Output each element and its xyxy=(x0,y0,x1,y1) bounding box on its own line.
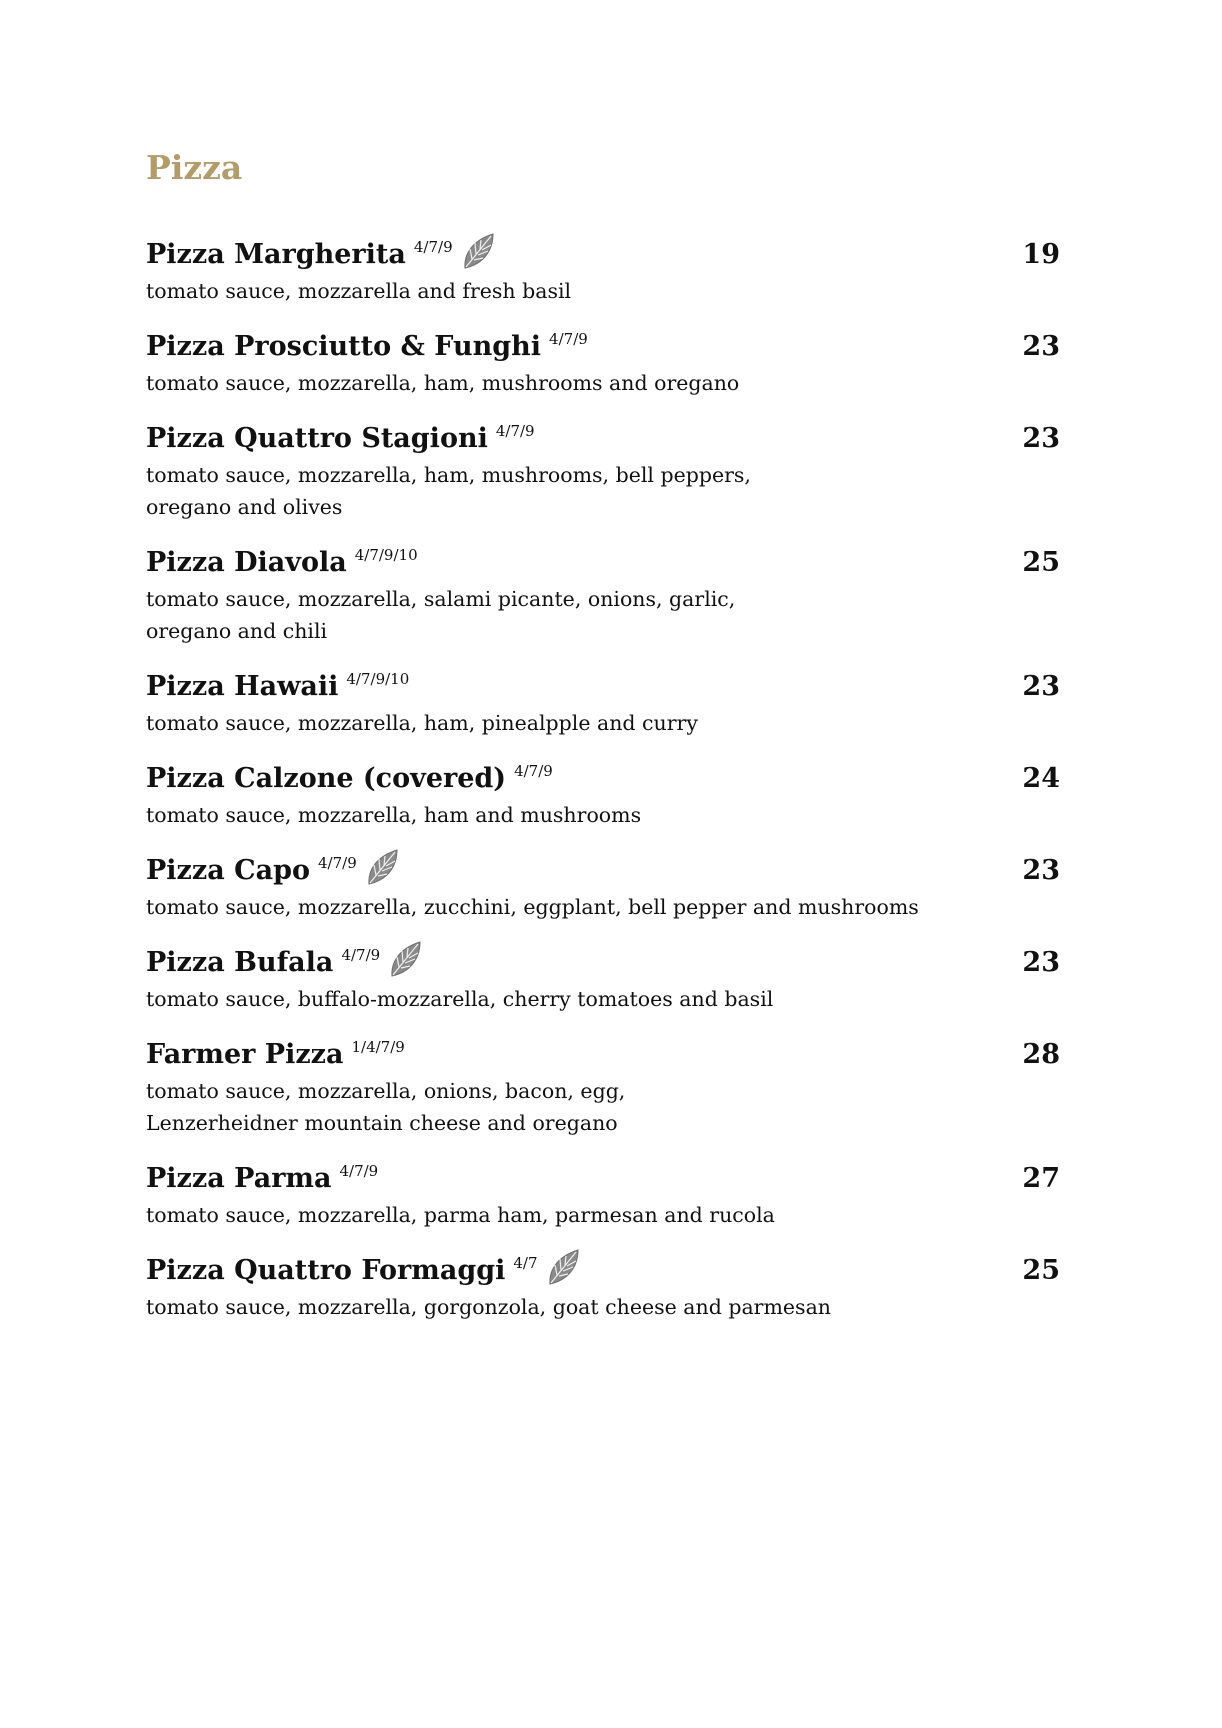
menu-item-description xyxy=(146,1075,1060,1139)
menu-item-name: Pizza Diavola xyxy=(146,547,347,578)
menu-item-name: Pizza Parma xyxy=(146,1163,332,1194)
menu-item-name: Pizza Calzone (covered) xyxy=(146,763,507,794)
menu-item-description xyxy=(146,983,1060,1015)
vegetarian-leaf-icon xyxy=(461,231,497,271)
menu-item-description xyxy=(146,891,1060,923)
menu-item-header xyxy=(146,667,1060,707)
menu-item-price: 23 xyxy=(1022,331,1060,362)
menu-item-allergens: 4/7/9 xyxy=(339,1162,379,1180)
menu-item-description xyxy=(146,275,1060,307)
menu-item-price: 23 xyxy=(1022,947,1060,978)
menu-item-price: 23 xyxy=(1022,855,1060,886)
vegetarian-leaf-icon xyxy=(388,939,424,979)
menu-item-description xyxy=(146,1199,1060,1231)
menu-item-header xyxy=(146,759,1060,799)
menu-item-allergens: 4/7/9 xyxy=(549,330,588,348)
menu-item-price: 25 xyxy=(1022,547,1060,578)
menu-item-description-line: tomato sauce, mozzarella, zucchini, eggplant, bell pepper and mushrooms xyxy=(146,895,919,919)
menu-item-name: Pizza Prosciutto & Funghi xyxy=(146,331,542,362)
menu-item xyxy=(146,235,1060,307)
menu-page xyxy=(146,146,1060,1343)
menu-item-description xyxy=(146,799,1060,831)
menu-item-title xyxy=(146,543,418,583)
menu-item-title xyxy=(146,851,401,891)
menu-item-header xyxy=(146,543,1060,583)
menu-item-description xyxy=(146,707,1060,739)
menu-item-title xyxy=(146,419,535,459)
menu-item xyxy=(146,1159,1060,1231)
menu-item-allergens: 4/7/9 xyxy=(495,422,535,440)
menu-item-description-line: tomato sauce, mozzarella, ham, mushrooms and oregano xyxy=(146,371,740,395)
menu-item-allergens: 4/7/9 xyxy=(413,238,453,256)
menu-item-title xyxy=(146,1251,582,1291)
menu-item-description xyxy=(146,367,1060,399)
menu-item-price: 27 xyxy=(1022,1163,1060,1194)
menu-item-allergens: 4/7 xyxy=(513,1254,538,1272)
menu-item-description-line: tomato sauce, mozzarella, ham, pinealpple and curry xyxy=(146,711,698,735)
menu-item-description-line: tomato sauce, mozzarella, onions, bacon, egg, xyxy=(146,1079,626,1103)
menu-item-price: 24 xyxy=(1022,763,1060,794)
menu-item-title xyxy=(146,759,553,799)
menu-item-name: Pizza Quattro Stagioni xyxy=(146,423,488,454)
menu-item-description-line: tomato sauce, mozzarella, ham and mushrooms xyxy=(146,803,642,827)
menu-item-header xyxy=(146,1159,1060,1199)
menu-item-header xyxy=(146,943,1060,983)
menu-item xyxy=(146,943,1060,1015)
menu-item-price: 23 xyxy=(1022,423,1060,454)
menu-item-description-line: Lenzerheidner mountain cheese and oregano xyxy=(146,1111,618,1135)
section-title: Pizza xyxy=(146,148,243,187)
menu-item-name: Pizza Quattro Formaggi xyxy=(146,1255,506,1286)
menu-item-name: Pizza Capo xyxy=(146,855,310,886)
menu-item-header xyxy=(146,419,1060,459)
menu-item xyxy=(146,759,1060,831)
menu-item-description xyxy=(146,459,1060,523)
menu-item-description-line: tomato sauce, mozzarella, ham, mushrooms, bell peppers, xyxy=(146,463,751,487)
menu-item xyxy=(146,851,1060,923)
menu-item xyxy=(146,1035,1060,1139)
menu-item-header xyxy=(146,1251,1060,1291)
menu-item-allergens: 4/7/9/10 xyxy=(346,670,410,688)
menu-item-description xyxy=(146,1291,1060,1323)
menu-item xyxy=(146,327,1060,399)
menu-item-header xyxy=(146,327,1060,367)
menu-item-allergens: 4/7/9/10 xyxy=(354,546,418,564)
menu-item xyxy=(146,419,1060,523)
menu-item-price: 19 xyxy=(1022,239,1060,270)
menu-item-name: Pizza Hawaii xyxy=(146,671,339,702)
menu-item-title xyxy=(146,235,497,275)
menu-item-description-line: tomato sauce, mozzarella, gorgonzola, goat cheese and parmesan xyxy=(146,1295,831,1319)
menu-item-description-line: tomato sauce, mozzarella, parma ham, parmesan and rucola xyxy=(146,1203,775,1227)
menu-item-description-line: tomato sauce, buffalo-mozzarella, cherry tomatoes and basil xyxy=(146,987,774,1011)
menu-item-title xyxy=(146,1159,378,1199)
menu-item-price: 28 xyxy=(1022,1039,1060,1070)
menu-item xyxy=(146,1251,1060,1323)
vegetarian-leaf-icon xyxy=(365,847,401,887)
menu-item-title xyxy=(146,943,424,983)
menu-item-price: 25 xyxy=(1022,1255,1060,1286)
menu-item-title xyxy=(146,1035,405,1075)
menu-item-description-line: tomato sauce, mozzarella, salami picante, onions, garlic, xyxy=(146,587,736,611)
vegetarian-leaf-icon xyxy=(546,1247,582,1287)
menu-item xyxy=(146,667,1060,739)
menu-item xyxy=(146,543,1060,647)
menu-item-header xyxy=(146,1035,1060,1075)
menu-item-description-line: oregano and chili xyxy=(146,619,328,643)
menu-item-allergens: 4/7/9 xyxy=(341,946,381,964)
menu-item-allergens: 4/7/9 xyxy=(318,854,357,872)
menu-item-header xyxy=(146,851,1060,891)
menu-item-name: Pizza Margherita xyxy=(146,239,406,270)
menu-item-header xyxy=(146,235,1060,275)
menu-item-allergens: 1/4/7/9 xyxy=(351,1038,405,1056)
menu-item-title xyxy=(146,667,409,707)
menu-item-title xyxy=(146,327,588,367)
menu-item-description-line: tomato sauce, mozzarella and fresh basil xyxy=(146,279,572,303)
menu-item-list xyxy=(146,235,1060,1323)
menu-item-description-line: oregano and olives xyxy=(146,495,343,519)
menu-item-name: Pizza Bufala xyxy=(146,947,334,978)
menu-item-description xyxy=(146,583,1060,647)
menu-item-allergens: 4/7/9 xyxy=(514,762,553,780)
menu-item-price: 23 xyxy=(1022,671,1060,702)
menu-item-name: Farmer Pizza xyxy=(146,1039,344,1070)
